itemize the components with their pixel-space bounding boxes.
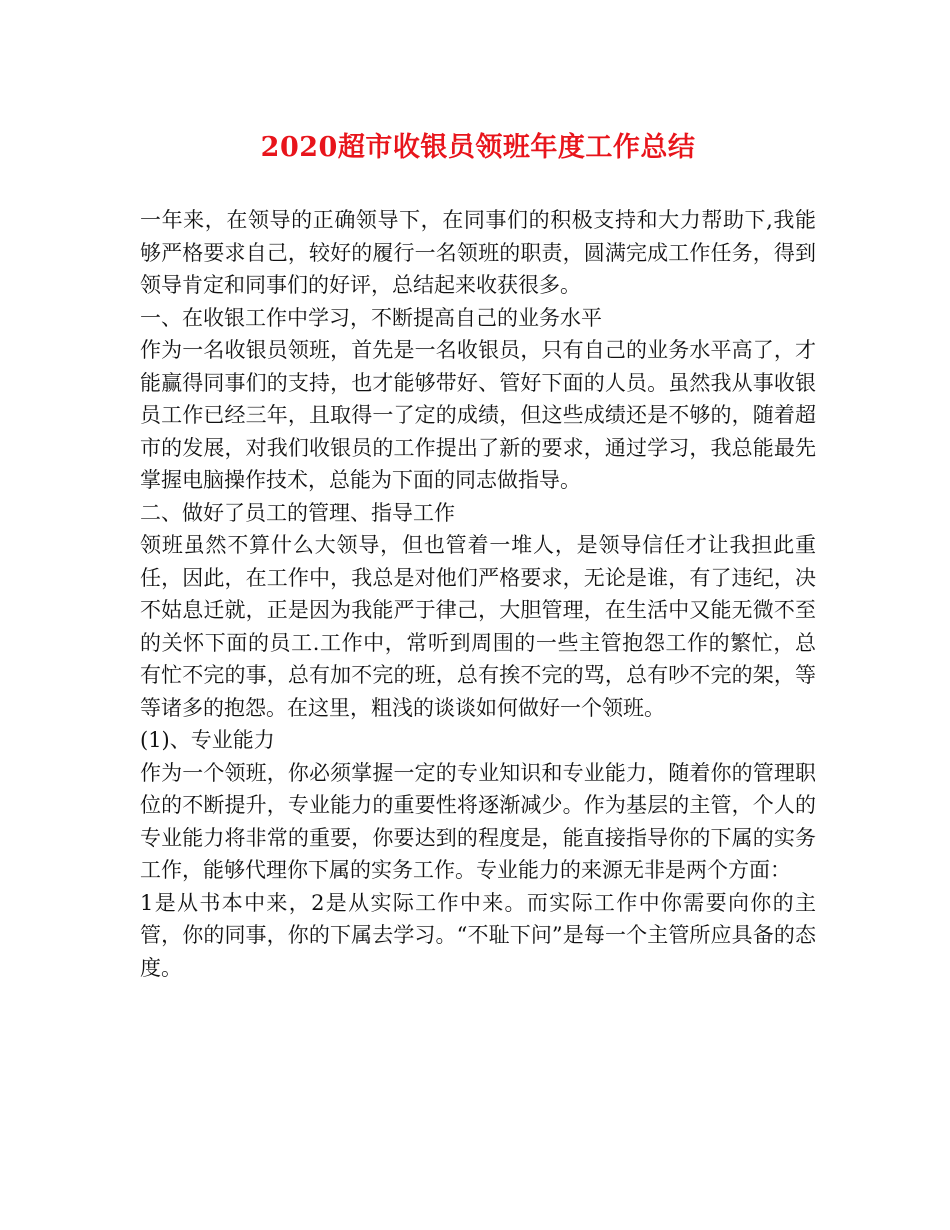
section-heading-1: 一、在收银工作中学习，不断提高自己的业务水平 [140,305,602,330]
paragraph-subsection-1-cont: 1是从书本中来，2是从实际工作中来。而实际工作中你需要向你的主管，你的同事，你的下属去学习。“不耻下问”是每一个主管所应具备的态度。 [140,890,816,980]
document-title: 2020超市收银员领班年度工作总结 [260,132,696,163]
document-page [140,128,816,984]
paragraph-subsection-1: 作为一个领班，你必须掌握一定的专业知识和专业能力，随着你的管理职位的不断提升，专业能力的重要性将逐渐减少。作为基层的主管，个人的专业能力将非常的重要，你要达到的程度是，能直接指导你的下属的实务工作，能够代理你下属的实务工作。专业能力的来源无非是两个方面： [140,760,816,882]
paragraph-section-1: 作为一名收银员领班，首先是一名收银员，只有自己的业务水平高了，才能赢得同事们的支持，也才能够带好、管好下面的人员。虽然我从事收银员工作已经三年，且取得一了定的成绩，但这些成绩还是不够的，随着超市的发展，对我们收银员的工作提出了新的要求，通过学习，我总能最先掌握电脑操作技术，总能为下面的同志做指导。 [140,338,816,492]
section-heading-2: 二、做好了员工的管理、指导工作 [140,500,455,525]
subsection-heading-1: (1)、专业能力 [140,728,275,752]
paragraph-intro: 一年来，在领导的正确领导下，在同事们的积极支持和大力帮助下,我能够严格要求自己，较好的履行一名领班的职责，圆满完成工作任务，得到领导肯定和同事们的好评，总结起来收获很多。 [140,208,816,297]
paragraph-section-2: 领班虽然不算什么大领导，但也管着一堆人，是领导信任才让我担此重任，因此，在工作中，我总是对他们严格要求，无论是谁，有了违纪，决不姑息迁就，正是因为我能严于律己，大胆管理，在生活中又能无微不至的关怀下面的员工.工作中，常听到周围的一些主管抱怨工作的繁忙，总有忙不完的事，总有加不完的班，总有挨不完的骂，总有吵不完的架，等等诸多的抱怨。在这里，粗浅的谈谈如何做好一个领班。 [140,533,816,720]
